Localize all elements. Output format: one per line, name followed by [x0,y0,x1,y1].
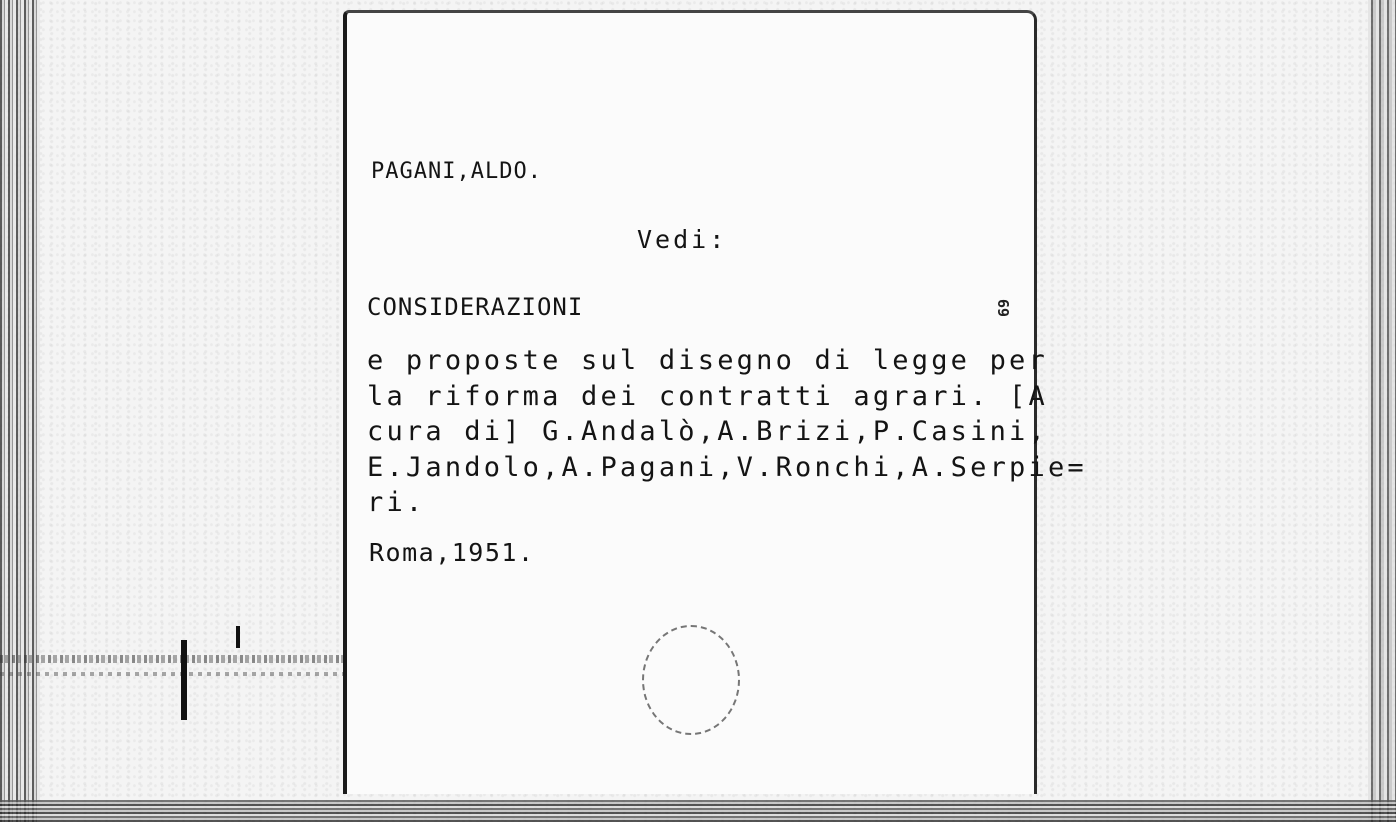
catalog-card [343,10,1087,794]
card-body-line: la riforma dei contratti agrari. [A [367,380,1048,412]
scan-edge-bottom [0,800,1396,822]
card-body-line: E.Jandolo,A.Pagani,V.Ronchi,A.Serpie= [367,451,1087,483]
card-body [367,343,1087,521]
margin-note: 69 [995,298,1014,318]
card-imprint: Roma,1951. [369,538,535,567]
card-body-line: cura di] G.Andalò,A.Brizi,P.Casini, [367,416,1048,447]
card-body-line: ri. [367,487,426,518]
see-reference: Vedi: [637,225,728,254]
scan-edge-right [1368,0,1396,822]
scan-artifact-mark [181,640,187,720]
card-title: CONSIDERAZIONI [367,293,584,321]
scan-edge-left [0,0,40,822]
card-body-line: e proposte sul disegno di legge per [367,345,1048,376]
scan-artifact-mark-2 [236,626,240,648]
scan-artifact-line-2 [0,672,360,676]
card-punch-hole [642,625,740,735]
card-heading: PAGANI,ALDO. [371,159,542,184]
